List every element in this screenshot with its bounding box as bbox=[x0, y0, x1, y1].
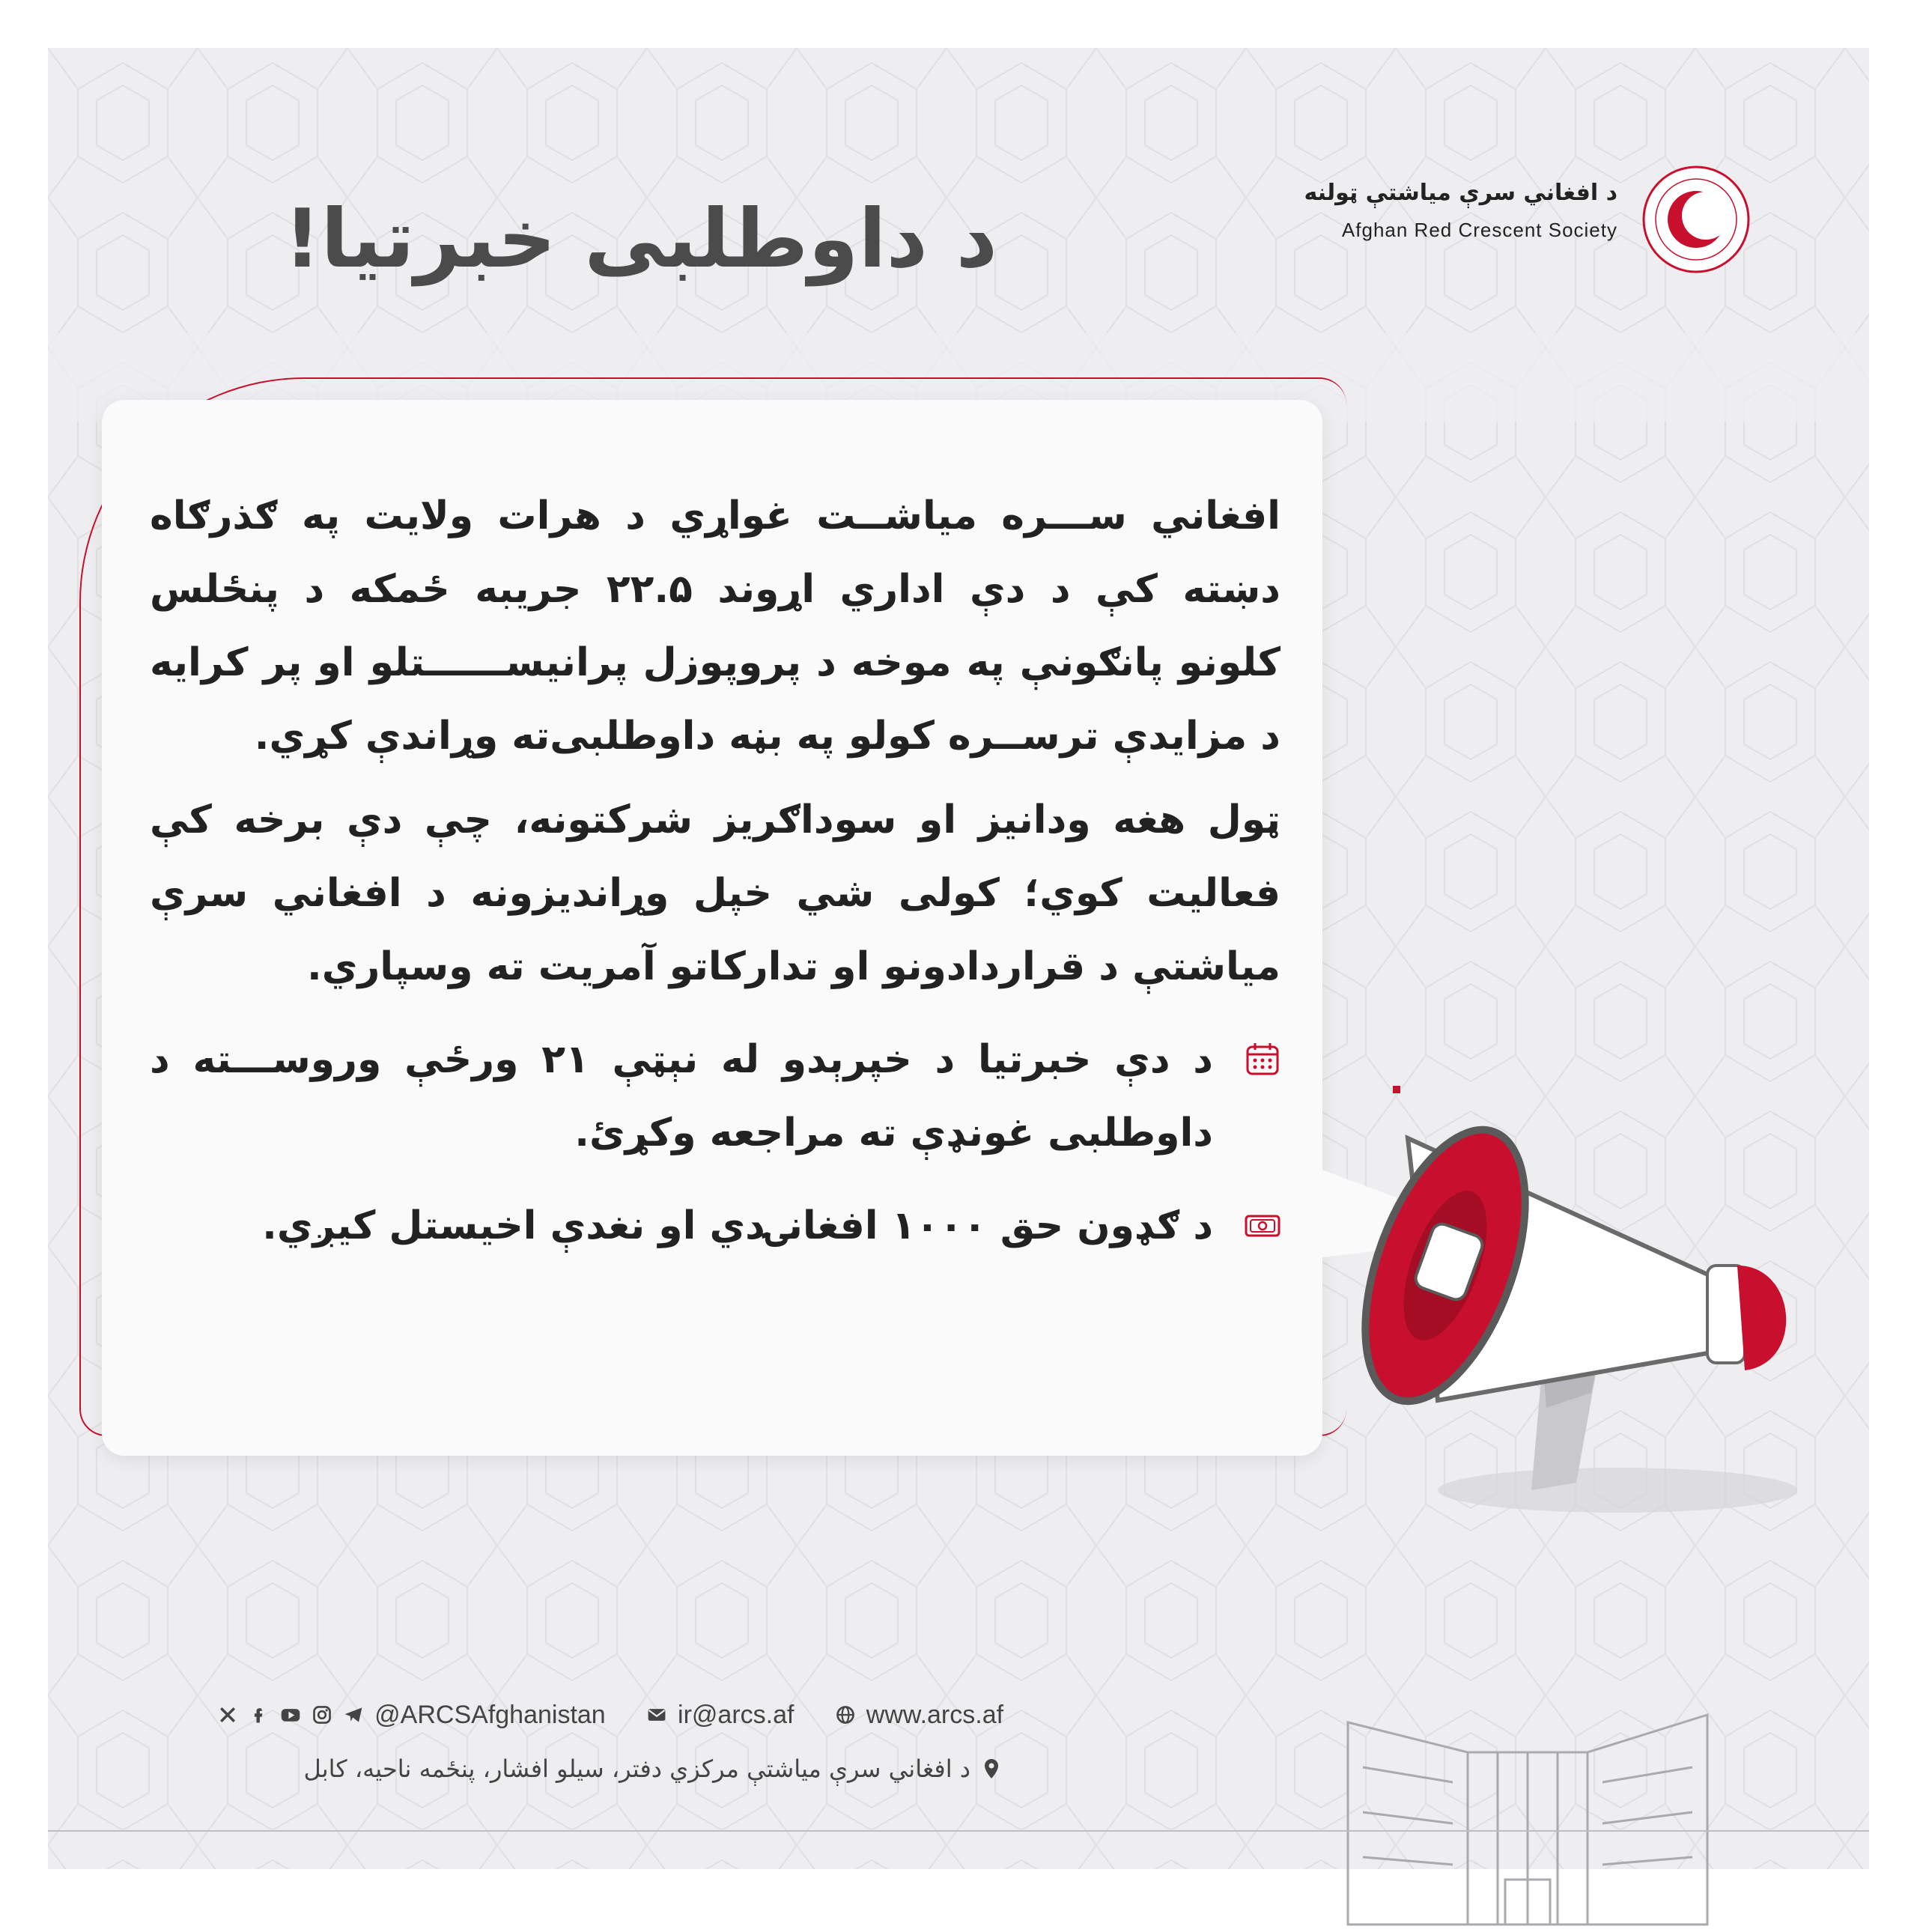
website-link[interactable]: www.arcs.af bbox=[866, 1700, 1004, 1729]
red-crescent-emblem-icon bbox=[1640, 163, 1752, 276]
money-icon bbox=[1245, 1207, 1280, 1243]
headquarters-building-illustration bbox=[1318, 1677, 1737, 1932]
email-icon bbox=[646, 1703, 667, 1727]
bullet-text-deadline: د دې خبرتیا د خپرېدو له نېټې ۲۱ ورځې وروســـته د داوطلبی غونډې ته مراجعه وکړئ. bbox=[150, 1037, 1213, 1155]
notice-paragraph-2: ټول هغه ودانیز او سوداګریز شرکتونه، چې د‌ې برخه کې فعالیت کوي؛ کولی شي خپل وړاندیزونه د افغاني سرې میاشتې د قراردادونو او تدارکاتو آمریت ته وسپاري. bbox=[150, 798, 1280, 989]
instagram-icon[interactable] bbox=[312, 1703, 332, 1727]
page-title: د داوطلبی خبرتیا! bbox=[284, 192, 997, 286]
notice-body bbox=[150, 479, 1280, 1263]
footer-address-row bbox=[217, 1750, 1003, 1787]
youtube-icon[interactable] bbox=[280, 1703, 301, 1727]
notice-bullet-fee bbox=[150, 1189, 1280, 1263]
footer-contact-row bbox=[217, 1696, 1003, 1734]
footer-divider bbox=[48, 1830, 1869, 1832]
facebook-icon[interactable] bbox=[249, 1703, 270, 1727]
x-icon[interactable] bbox=[217, 1703, 238, 1727]
email-link[interactable]: ir@arcs.af bbox=[678, 1700, 795, 1729]
notice-bullet-deadline bbox=[150, 1023, 1280, 1170]
location-pin-icon bbox=[979, 1757, 1003, 1781]
notice-paragraph-1: افغاني ســـره میاشــت غواړي د هرات ولایت په ګذرګاه دښته کې د دې اداري اړوند ۲۲.۵ جریبه ځمکه د پنځلس کلونو پانګونې په موخه د پروپوزل پرانیســــــتلو او پر کرایه د مزایدې ترســره کولو په بڼه داوطلبی‌ته وړاندې کړي. bbox=[150, 493, 1280, 759]
bullet-text-fee: د ګډون حق ۱۰۰۰ افغانۍ‌دي او نغدې اخیستل کیږي. bbox=[262, 1203, 1213, 1248]
megaphone-icon bbox=[1318, 1041, 1842, 1520]
social-handle[interactable]: @ARCSAfghanistan bbox=[374, 1700, 606, 1729]
org-name-pashto: د افغاني سرې میاشتې ټولنه bbox=[1304, 180, 1617, 206]
calendar-icon bbox=[1245, 1041, 1280, 1077]
telegram-icon[interactable] bbox=[343, 1703, 364, 1727]
org-name-english: Afghan Red Crescent Society bbox=[1341, 219, 1617, 241]
org-logo-block bbox=[1288, 163, 1767, 291]
address-text: د افغاني سرې میاشتې مرکزي دفتر، سیلو افشار، پنځمه ناحیه، کابل bbox=[303, 1755, 970, 1783]
globe-icon bbox=[835, 1703, 856, 1727]
